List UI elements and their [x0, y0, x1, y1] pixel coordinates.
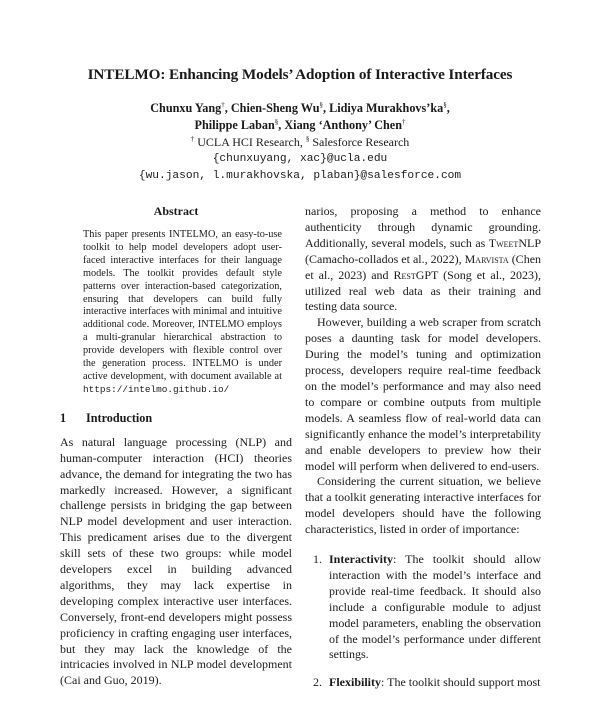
list-item: 1. Interactivity: The toolkit should allow interaction with the model’s interface and provide real-time feedback. It should also include a configurable module to adjust model parameters, enabling the observation of the model’s performance under different settings.: [313, 552, 541, 662]
intro-paragraph: As natural language processing (NLP) and human-computer interaction (HCI) theories advance, the demand for integrating the two has markedly increased. However, a significant challenge persists in bridging the gap between NLP model development and user interaction. This predicament arises due to the divergent skill sets of these two groups: while model developers excel in building advanced algorithms, they may lack expertise in developing complex interactive user interfaces. Conversely, front-end developers might possess proficiency in crafting engaging user interfaces, but they may lack the knowledge of the intricacies involved in NLP model development (Cai and Guo, 2019).: [60, 434, 292, 688]
affiliations: † UCLA HCI Research, § Salesforce Research: [190, 135, 410, 149]
paragraph-web-scraper: However, building a web scraper from scratch poses a daunting task for model developers. During the model’s tuning and optimization process, developers require real-time feedback on the model’s performance and may also need to compare or combine outputs from multiple models. A seamless flow of real-world data can significantly enhance the model’s interpretability and enable developers to preview how their model will perform when delivered to end-users.: [305, 315, 541, 473]
affiliation-mark: †: [221, 101, 225, 109]
affiliation-mark: †: [401, 118, 406, 126]
paragraph-continued: narios, proposing a method to enhance authenticity through dynamic grounding. Additionally, several models, such as TweetNLP (Camacho-collados et al., 2022), Marvista (Chen et al., 2023) and RestGPT (Song et al., 2023), utilized real web data as their training and testing data source.: [305, 204, 542, 314]
author-name: Philippe Laban: [194, 118, 275, 132]
model-name-restgpt: Rest: [393, 267, 416, 282]
model-name-marvista: Marvista: [464, 251, 509, 266]
right-column: [305, 204, 541, 703]
email-ucla: {chunxuyang, xac}@ucla.edu: [212, 153, 388, 165]
author-name: Chien-Sheng Wu: [230, 101, 320, 115]
affiliation-mark: §: [274, 118, 279, 126]
abstract-body: This paper presents INTELMO, an easy-to-use toolkit to help model developers adopt user-faced interactive interfaces for their language models. The toolkit provides default style patterns over interaction-based categorization, ensuring that developers can build fully interactive interfaces with minimal and intuitive additional code. Moreover, INTELMO employs a multi-granular hierarchical abstraction to provide developers with flexible control over the generation process. INTELMO is under active development, with document available at https://intelmo.github.io/: [83, 229, 282, 395]
list-item: 2. Flexibility: The toolkit should support most: [313, 675, 541, 690]
left-column: [60, 204, 292, 689]
author-name: Xiang ‘Anthony’ Chen: [284, 118, 402, 132]
model-name-tweetnlp: TweetNLP: [488, 235, 541, 250]
affiliation-mark: §: [319, 101, 323, 109]
author-name: Chunxu Yang: [150, 101, 222, 115]
author-line-2: Philippe Laban§, Xiang ‘Anthony’ Chen†: [194, 118, 406, 132]
abstract-heading: Abstract: [153, 204, 199, 218]
paragraph-characteristics: Considering the current situation, we believe that a toolkit generating interactive interfaces for model developers should have the following characteristics, listed in order of importance:: [305, 474, 541, 537]
section-heading-introduction: 1 Introduction: [60, 410, 153, 425]
author-line-1: Chunxu Yang†, Chien-Sheng Wu§, Lidiya Murakhovs’ka§,: [150, 101, 450, 115]
doc-link[interactable]: https://intelmo.github.io/: [83, 383, 230, 395]
author-block: [0, 100, 600, 185]
author-name: Lidiya Murakhovs’ka: [329, 101, 444, 115]
characteristics-list: [305, 552, 541, 691]
paper-title: INTELMO: Enhancing Models’ Adoption of Interactive Interfaces: [87, 66, 513, 83]
email-salesforce: {wu.jason, l.murakhovska, plaban}@salesforce.com: [138, 170, 462, 182]
affiliation-mark: §: [443, 101, 447, 109]
